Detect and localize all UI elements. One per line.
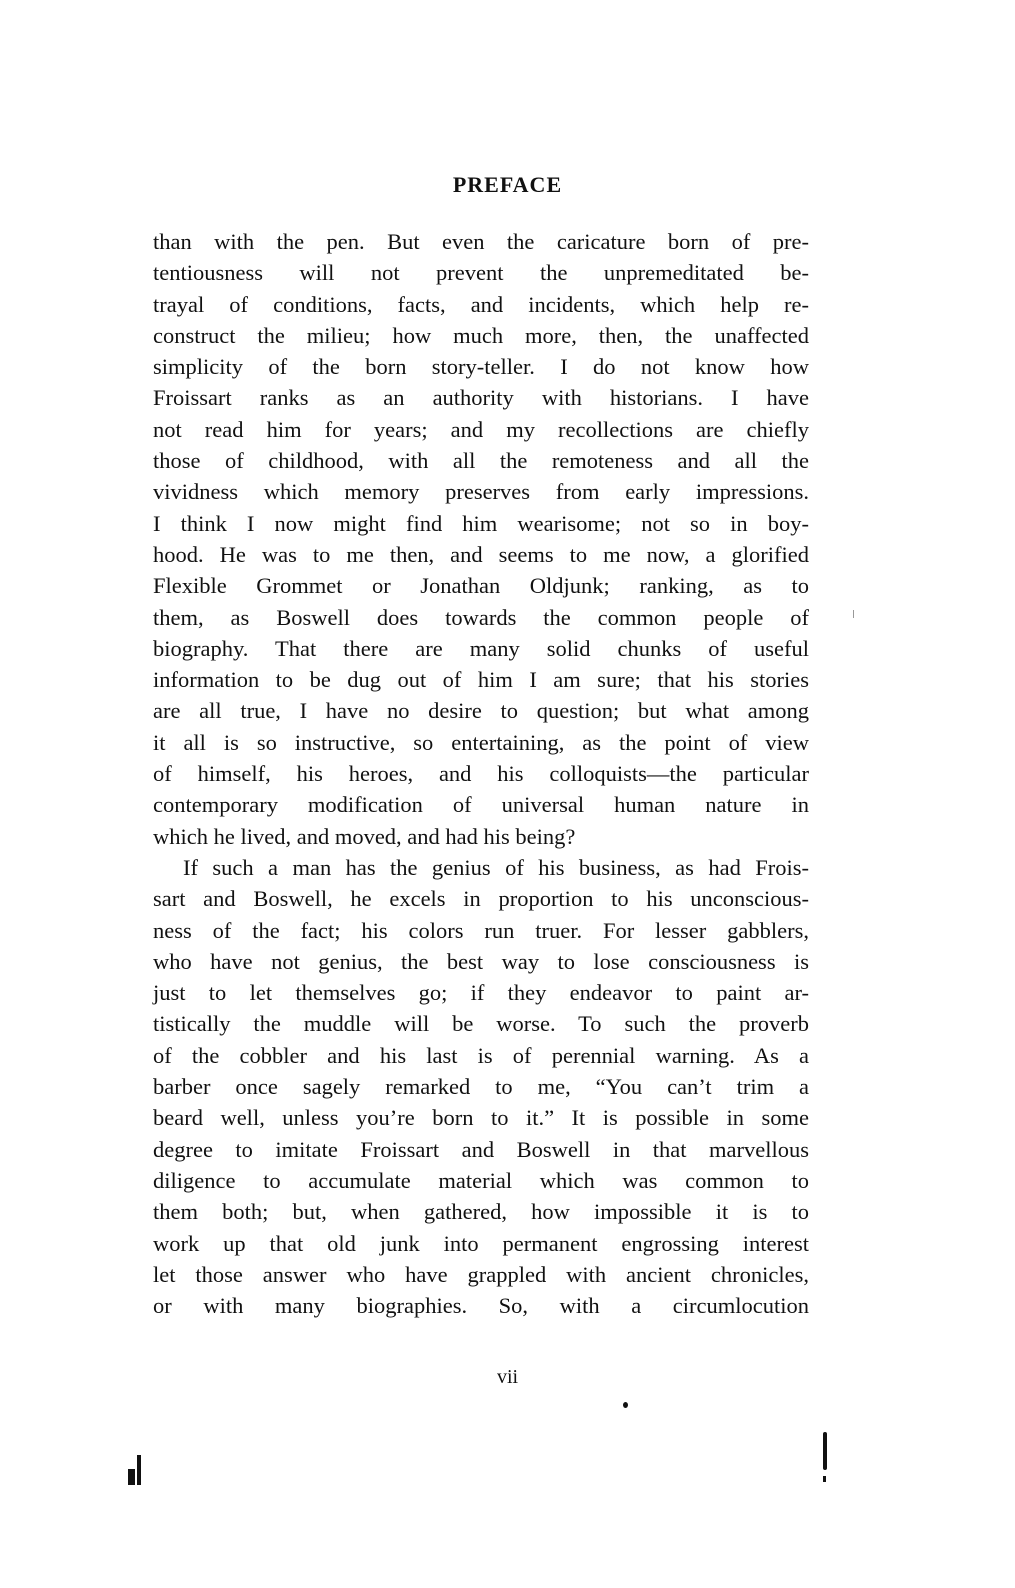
text-line: hood. He was to me then, and seems to me now, a glorified [153, 541, 809, 567]
scan-mark-left [128, 1455, 142, 1485]
text-line: biography. That there are many solid chunks of useful [153, 635, 809, 661]
scan-mark-right-tail [823, 1476, 826, 1482]
text-line: contemporary modification of universal human nature in [153, 792, 809, 818]
scan-edge-mark [853, 610, 854, 618]
text-line: beard well, unless you’re born to it.” It is possible in some [153, 1105, 809, 1131]
text-line: are all true, I have no desire to question; but what among [153, 698, 809, 724]
text-line: trayal of conditions, facts, and incidents, which help re- [153, 291, 809, 317]
text-line: work up that old junk into permanent engrossing interest [153, 1230, 809, 1256]
text-line: them both; but, when gathered, how impossible it is to [153, 1199, 809, 1225]
text-line: ness of the fact; his colors run truer. For lesser gabblers, [153, 917, 809, 943]
text-line: just to let themselves go; if they endeavor to paint ar- [153, 980, 809, 1006]
text-line: of himself, his heroes, and his colloquists—the particular [153, 761, 809, 787]
scan-speck [623, 1402, 628, 1408]
text-line: sart and Boswell, he excels in proportion to his unconscious- [153, 886, 809, 912]
text-line: Froissart ranks as an authority with historians. I have [153, 385, 809, 411]
text-line: If such a man has the genius of his business, as had Frois- [183, 854, 809, 880]
text-line: who have not genius, the best way to lose consciousness is [153, 948, 809, 974]
text-line: degree to imitate Froissart and Boswell in that marvellous [153, 1136, 809, 1162]
running-head: PREFACE [452, 172, 563, 197]
text-line: diligence to accumulate material which was common to [153, 1167, 809, 1193]
page-number: vii [496, 1366, 519, 1388]
text-line: them, as Boswell does towards the common people of [153, 604, 809, 630]
text-line: tentiousness will not prevent the unpremeditated be- [153, 260, 809, 286]
text-line: which he lived, and moved, and had his being? [153, 823, 576, 849]
scan-mark-right [823, 1432, 827, 1470]
text-line: let those answer who have grappled with ancient chronicles, [153, 1261, 809, 1287]
text-line: I think I now might find him wearisome; not so in boy- [153, 510, 809, 536]
text-line: it all is so instructive, so entertaining, as the point of view [153, 729, 809, 755]
body-text [153, 226, 809, 1321]
text-line: construct the milieu; how much more, then, the unaffected [153, 322, 809, 348]
text-line: than with the pen. But even the caricature born of pre- [153, 229, 809, 254]
text-line: Flexible Grommet or Jonathan Oldjunk; ranking, as to [153, 573, 809, 599]
text-line: or with many biographies. So, with a circumlocution [153, 1293, 809, 1319]
text-line: simplicity of the born story-teller. I do not know how [153, 354, 809, 380]
text-line: of the cobbler and his last is of perennial warning. As a [153, 1042, 809, 1068]
text-line: those of childhood, with all the remoteness and all the [153, 448, 809, 474]
text-line: information to be dug out of him I am sure; that his stories [153, 667, 809, 693]
text-line: not read him for years; and my recollections are chiefly [153, 416, 809, 442]
text-line: vividness which memory preserves from early impressions. [153, 479, 809, 505]
text-line: barber once sagely remarked to me, “You can’t trim a [153, 1074, 809, 1100]
text-line: tistically the muddle will be worse. To such the proverb [153, 1011, 809, 1037]
